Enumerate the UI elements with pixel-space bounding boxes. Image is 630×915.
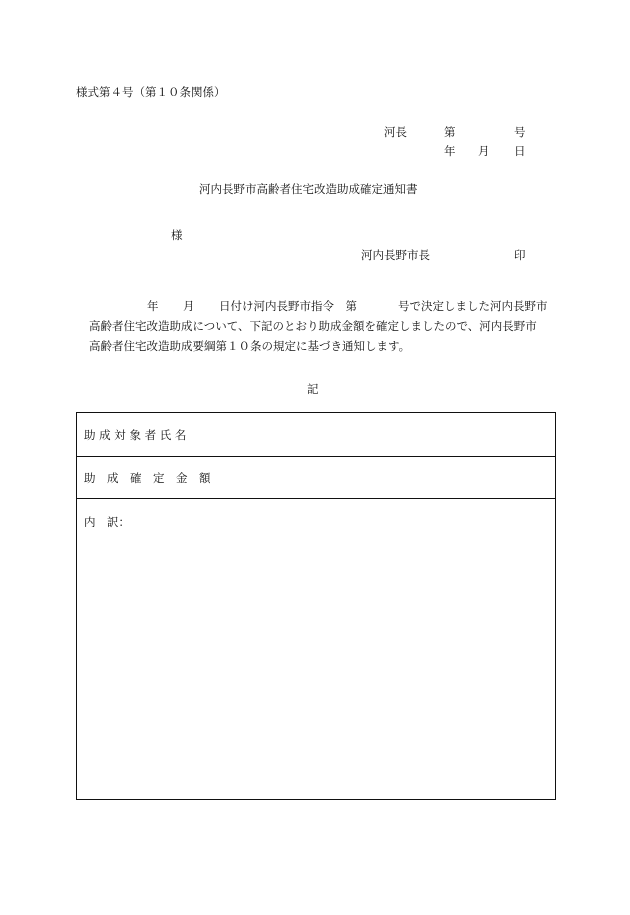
breakdown-label: 内 訳：	[84, 515, 130, 529]
body-line2: 高齢者住宅改造助成について、下記のとおり助成金額を確定しましたので、河内長野市	[89, 319, 537, 333]
body-line1-text: 日付け河内長野市指令 第	[219, 299, 357, 313]
body-line3: 高齢者住宅改造助成要綱第１０条の規定に基づき通知します。	[89, 339, 411, 353]
breakdown-row[interactable]	[77, 498, 555, 799]
form-table	[76, 412, 556, 800]
ref-prefix: 河長	[384, 125, 407, 139]
body-year: 年	[147, 299, 159, 313]
applicant-name-label: 助 成 対 象 者 氏 名	[84, 428, 187, 442]
addressee-suffix: 様	[171, 228, 183, 242]
issuer-name: 河内長野市長	[361, 248, 430, 262]
date-year: 年	[444, 144, 456, 158]
body-month: 月	[183, 299, 195, 313]
ref-dai: 第	[444, 125, 456, 139]
amount-label: 助 成 確 定 金 額	[84, 471, 211, 485]
document-title: 河内長野市高齢者住宅改造助成確定通知書	[199, 182, 418, 196]
form-number: 様式第４号（第１０条関係）	[76, 85, 226, 99]
issuer-seal: 印	[514, 248, 526, 262]
applicant-name-row[interactable]	[77, 413, 555, 457]
date-month: 月	[478, 144, 490, 158]
amount-row[interactable]	[77, 456, 555, 499]
body-line1-go-text: 号で決定しました河内長野市	[398, 299, 548, 313]
date-day: 日	[514, 144, 526, 158]
ki-heading: 記	[307, 382, 319, 396]
ref-go: 号	[514, 125, 526, 139]
